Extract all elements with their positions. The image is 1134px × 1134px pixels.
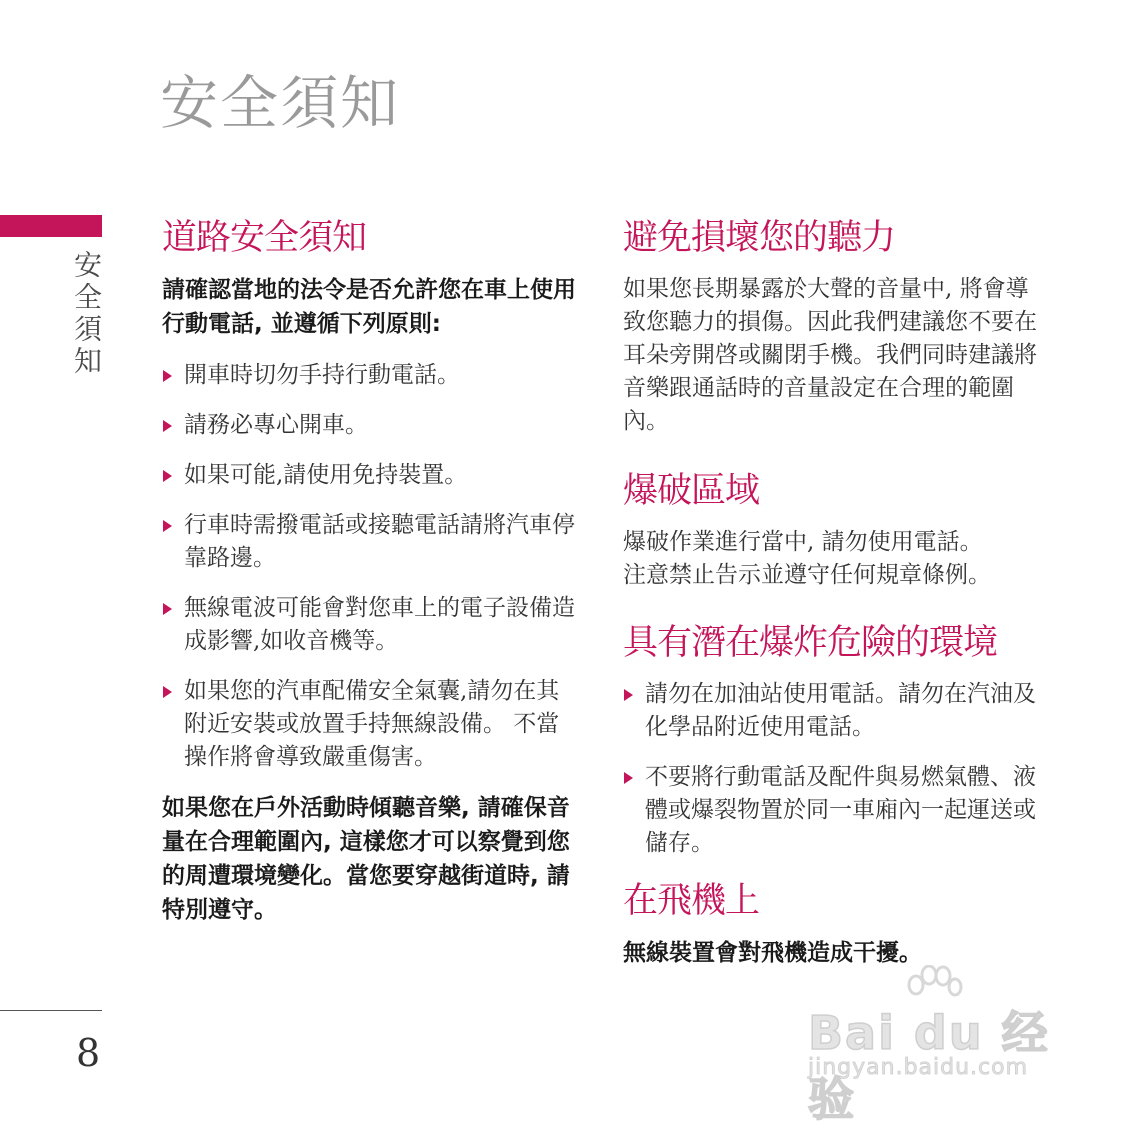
list-item (162, 509, 582, 575)
blasting-line-1: 爆破作業進行當中, 請勿使用電話。 (623, 529, 983, 555)
watermark-brand: Bai du 经验 (808, 1006, 1050, 1126)
triangle-bullet-icon (163, 420, 172, 432)
section-tab-bar (0, 215, 102, 237)
explosive-heading: 具有潛在爆炸危險的環境 (623, 623, 998, 663)
list-item (162, 409, 582, 442)
triangle-bullet-icon (624, 689, 633, 701)
aircraft-text: 無線裝置會對飛機造成干擾。 (623, 940, 922, 966)
triangle-bullet-icon (163, 686, 172, 698)
list-item-text: 如果可能,請使用免持裝置。 (184, 462, 468, 488)
hearing-text: 如果您長期暴露於大聲的音量中, 將會導致您聽力的損傷。因此我們建議您不要在耳朵旁開啓或關閉手機。我們同時建議將音樂跟通話時的音量設定在合理的範圍內。 (623, 276, 1037, 434)
road-safety-heading: 道路安全須知 (162, 218, 367, 258)
baidu-watermark (808, 965, 1073, 1126)
blasting-heading: 爆破區域 (623, 471, 760, 511)
list-item-text: 開車時切勿手持行動電話。 (184, 362, 460, 388)
list-item-text: 請勿在加油站使用電話。請勿在汽油及化學品附近使用電話。 (645, 681, 1036, 740)
list-item (162, 459, 582, 492)
footer-divider (0, 1010, 102, 1011)
list-item-text: 請務必專心開車。 (184, 412, 368, 438)
page-title: 安全須知 (160, 69, 401, 137)
list-item-text: 無線電波可能會對您車上的電子設備造成影響,如收音機等。 (184, 595, 575, 654)
left-column (162, 215, 582, 927)
watermark-url: jingyan.baidu.com (808, 1055, 1029, 1080)
list-item (623, 761, 1043, 860)
triangle-bullet-icon (163, 520, 172, 532)
road-safety-intro: 請確認當地的法令是否允許您在車上使用行動電話, 並遵循下列原則: (162, 277, 576, 337)
triangle-bullet-icon (163, 470, 172, 482)
list-item (623, 678, 1043, 744)
triangle-bullet-icon (624, 772, 633, 784)
triangle-bullet-icon (163, 370, 172, 382)
list-item (162, 592, 582, 658)
aircraft-heading: 在飛機上 (623, 881, 760, 921)
list-item (162, 675, 582, 774)
list-item (162, 359, 582, 392)
road-safety-list (162, 359, 582, 774)
list-item-text: 行車時需撥電話或接聽電話請將汽車停靠路邊。 (184, 512, 575, 571)
explosive-list (623, 678, 1043, 860)
list-item-text: 不要將行動電話及配件與易燃氣體、液體或爆裂物置於同一車廂內一起運送或儲存。 (645, 764, 1036, 856)
page-number: 8 (76, 1031, 101, 1075)
side-section-label: 安全須知 (70, 250, 103, 378)
right-column (623, 215, 1043, 970)
triangle-bullet-icon (163, 603, 172, 615)
list-item-text: 如果您的汽車配備安全氣囊,請勿在其附近安裝或放置手持無線設備。 不當操作將會導致嚴重傷害。 (184, 678, 560, 770)
hearing-heading: 避免損壞您的聽力 (623, 218, 896, 258)
blasting-line-2: 注意禁止告示並遵守任何規章條例。 (623, 562, 991, 588)
music-volume-note: 如果您在戶外活動時傾聽音樂, 請確保音量在合理範圍內, 這樣您才可以察覺到您的周遭環境變化。當您要穿越街道時, 請特別遵守。 (162, 795, 570, 923)
